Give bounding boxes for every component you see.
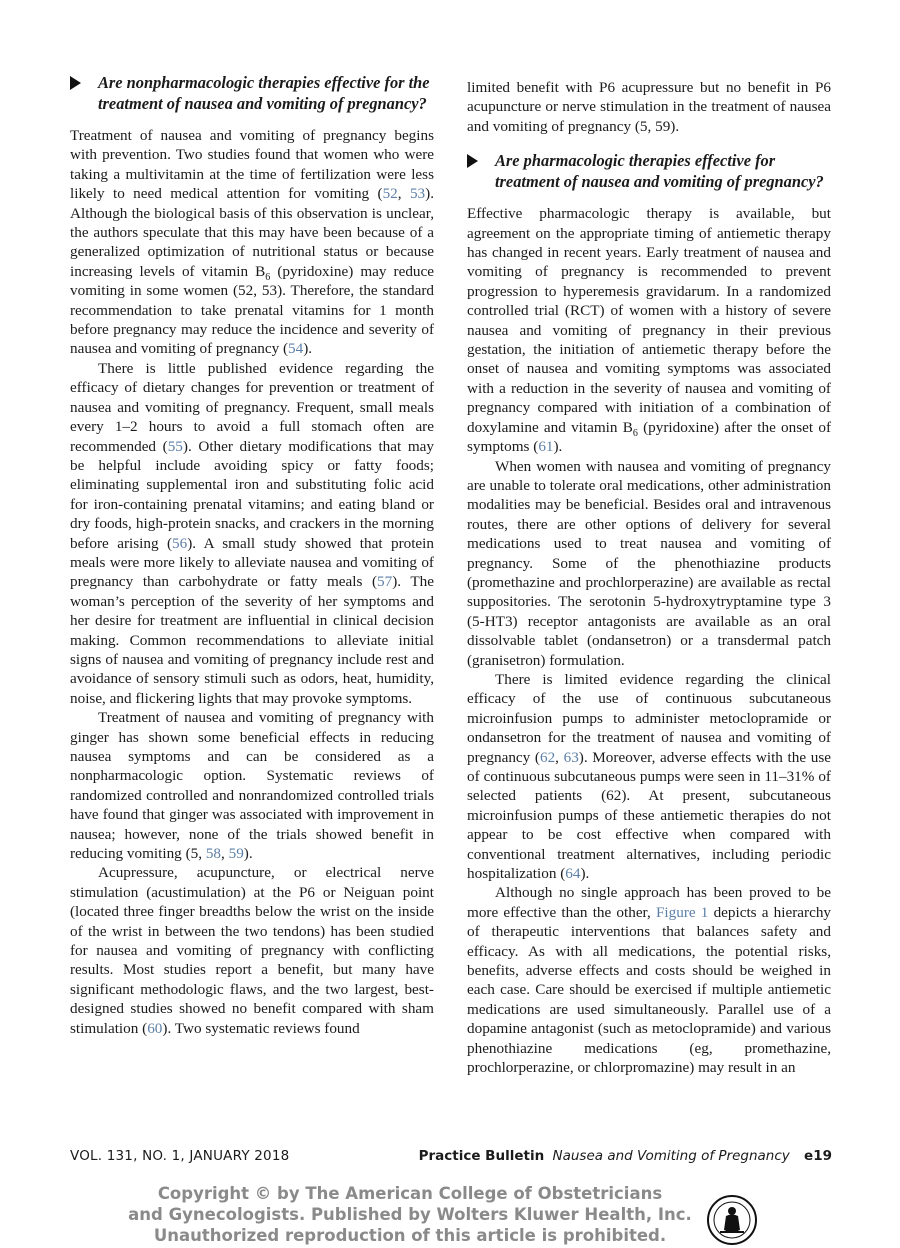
acog-seal-logo [706,1194,758,1246]
left-column [70,72,434,1038]
subscript: 6 [632,427,638,439]
paragraph [70,359,434,708]
text-run: There is limited evidence regarding the clinical efficacy of the use of continuous subcutaneous microinfusion pumps to administer metoclopramide or ondansetron for the treatment of nausea and vomiting of pregnancy ( [467,670,831,766]
text-run: Acupressure, acupuncture, or electrical nerve stimulation (acustimulation) at the P6 or Neiguan point (located three finger breadths below the wrist on the inside of the wrist in between the two tendons) has been studied for nausea and vomiting of pregnancy with conflicting results. Most studies report a benefit, but many have significant methodologic flaws, and the two largest, best-designed studies showed no benefit compared with sham stimulation ( [70,864,434,1037]
text-run: ). [580,865,590,883]
page-footer [70,1148,832,1168]
triangle-bullet-icon [467,154,478,168]
reference-link[interactable]: 53 [409,185,426,203]
text-run: ). Although the biological basis of this observation is unclear, the authors speculate that this may have been because of a generalized optimization of nutritional status or because increasing levels of vitamin B [70,185,434,280]
copyright-line: Unauthorized reproduction of this article is prohibited. [153,1226,667,1245]
reference-link[interactable]: 63 [563,748,579,766]
text-run: (pyridoxine) after the onset of symptoms ( [467,418,831,456]
text-run: ). Moreover, adverse effects with the use of continuous subcutaneous pumps were seen in 11–31% of selected patients (62). At present, subcutaneous microinfusion pumps of these antiemetic therapies do not appear to be cost effective when compared with conventional treatment alternatives, including periodic hospitalization ( [467,748,832,883]
reference-link[interactable]: 60 [147,1019,163,1037]
bulletin-label: Practice Bulletin [418,1148,545,1164]
bulletin-title: Nausea and Vomiting of Pregnancy [552,1148,790,1164]
text-run: depicts a hierarchy of therapeutic interventions that balances safety and efficacy. As with all medications, the potential risks, benefits, adverse effects and costs should be weighed in each case. Care should be exercised if multiple antiemetic medications are used simultaneously. Parallel use of a dopamine antagonist (such as metoclopramide) and various phenothiazine medications (eg, promethazine, prochlorperazine, or chlorpromazine) may result in an [467,903,832,1077]
text-run: Effective pharmacologic therapy is available, but agreement on the appropriate timing of antiemetic therapy has changed in recent years. Early treatment of nausea and vomiting of pregnancy is recommended to prevent progression to hyperemesis gravidarum. In a randomized controlled trial (RCT) of women with a history of severe nausea and vomiting of pregnancy in their previous gestation, the initiation of antiemetic therapy before the onset of nausea and vomiting symptoms was associated with a reduction in the severity of nausea and vomiting of pregnancy compared with initiation of a combination of doxylamine and vitamin B [467,205,831,436]
text-run: limited benefit with P6 acupressure but no benefit in P6 acupuncture or nerve stimulation in the treatment of nausea and vomiting of pregnancy (5, 59). [467,79,831,135]
text-run: When women with nausea and vomiting of pregnancy are unable to tolerate oral medications, other administration modalities may be beneficial. Besides oral and intravenous routes, there are other options of delivery for several medications used to treat nausea and vomiting of pregnancy. Some of the phenothiazine products (promethazine and prochlorperazine) are available as rectal suppositories. The serotonin 5-hydroxytryptamine type 3 (5-HT3) receptor antagonists are available as an oral dissolvable tablet (ondansetron) or a transdermal patch (granisetron) formulation. [467,457,831,669]
paragraph [70,708,434,863]
reference-link[interactable]: Figure 1 [655,903,709,921]
reference-link[interactable]: 54 [288,340,304,358]
text-run: ). The woman’s perception of the severity of her symptoms and her desire for treatment are influential in clinical decision making. Common recommendations to alleviate initial signs of nausea and vomiting of pregnancy include rest and avoidance of sensory stimuli such as odors, heat, humidity, noise, and flickering lights that may provoke symptoms. [70,573,434,707]
reference-link[interactable]: 55 [167,437,183,455]
text-run: Although no single approach has been proved to be more effective than the other, [467,884,831,921]
question-heading: Are nonpharmacologic therapies effective for the treatment of nausea and vomiting of pregnancy? [98,73,430,113]
copyright-line: and Gynecologists. Published by Wolters Kluwer Health, Inc. [128,1205,692,1224]
text-run: , [221,845,229,863]
text-run: ). [303,340,313,358]
triangle-bullet-icon [70,76,81,90]
text-run: ). A small study showed that protein meals were more likely to alleviate nausea and vomiting of pregnancy than carbohydrate or fatty meals ( [70,534,434,591]
paragraph [467,204,831,456]
text-run: (pyridoxine) may reduce vomiting in some women (52, 53). Therefore, the standard recommendation to take prenatal vitamins for 1 month before pregnancy may reduce the incidence and severity of nausea and vomiting of pregnancy ( [70,262,434,358]
question-heading: Are pharmacologic therapies effective for treatment of nausea and vomiting of pregnancy? [495,151,824,192]
text-run: ). [553,438,563,456]
text-run: Treatment of nausea and vomiting of pregnancy begins with prevention. Two studies found that women who were taking a multivitamin at the time of fertilization were less likely to need medical attention for vomiting ( [70,127,434,203]
text-run: , [555,748,564,766]
reference-link[interactable]: 62 [539,748,556,766]
text-run: ). Two systematic reviews found [162,1019,360,1037]
text-run: There is little published evidence regarding the efficacy of dietary changes for prevention or treatment of nausea and vomiting of pregnancy. Frequent, small meals every 1–2 hours to avoid a full stomach often are recommended ( [70,359,434,455]
paragraph [467,457,831,670]
copyright-notice [100,1183,720,1246]
reference-link[interactable]: 64 [565,865,581,883]
reference-link[interactable]: 57 [377,573,393,591]
paragraph [70,126,434,359]
section-question-pharmacologic [467,150,831,192]
paragraph [467,883,831,1077]
right-column [467,78,831,1078]
paragraph [70,863,434,1038]
subscript: 6 [265,271,271,283]
section-question-nonpharmacologic [70,72,434,114]
paragraph [467,78,831,136]
running-footer [419,1148,832,1164]
text-run: , [397,185,410,203]
page-number: e19 [804,1148,832,1164]
volume-info: VOL. 131, NO. 1, JANUARY 2018 [70,1148,290,1164]
paragraph [467,670,831,883]
copyright-line: Copyright © by The American College of Obstetricians [157,1184,663,1203]
reference-link[interactable]: 58 [205,845,222,863]
text-run: ). Other dietary modifications that may be helpful include avoiding spicy or fatty foods; eliminating supplemental iron and substituting folic acid for iron-containing prenatal vitamins; and eating bland or dry foods, high-protein snacks, and crackers in the morning before arising ( [70,437,434,552]
text-run: Treatment of nausea and vomiting of pregnancy with ginger has shown some beneficial effects in reducing nausea symptoms and can be considered as a nonpharmacologic option. Systematic reviews of randomized controlled and nonrandomized controlled trials have found that ginger was associated with improvement in nausea; however, none of the trials showed benefit in reducing vomiting (5, [70,709,434,863]
reference-link[interactable]: 56 [172,534,188,552]
text-run: ). [243,845,253,863]
reference-link[interactable]: 59 [228,845,244,863]
reference-link[interactable]: 61 [538,438,554,456]
reference-link[interactable]: 52 [382,185,398,203]
